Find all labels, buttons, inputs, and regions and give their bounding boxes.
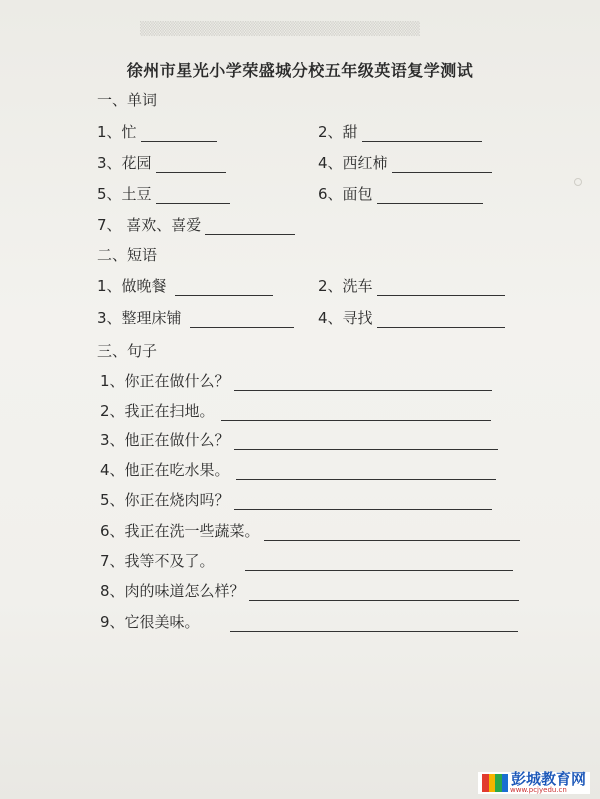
word-item xyxy=(97,214,295,235)
word-item xyxy=(318,121,482,142)
word-label: 6、面包 xyxy=(318,185,373,203)
sentence-label: 3、他正在做什么？ xyxy=(100,431,230,449)
word-label: 3、花园 xyxy=(97,154,152,172)
answer-blank[interactable] xyxy=(234,376,492,391)
word-label: 1、忙 xyxy=(97,123,137,141)
sentence-label: 2、我正在扫地。 xyxy=(100,402,215,420)
sentence-item xyxy=(100,370,492,391)
phrase-item xyxy=(97,275,273,296)
answer-blank[interactable] xyxy=(221,406,491,421)
watermark-brand: 彭城教育网 xyxy=(511,770,587,788)
answer-blank[interactable] xyxy=(377,313,505,328)
phrase-item xyxy=(318,275,505,296)
phrase-item xyxy=(97,307,294,328)
answer-blank[interactable] xyxy=(392,158,492,173)
phrase-item xyxy=(318,307,505,328)
answer-blank[interactable] xyxy=(234,435,498,450)
answer-blank[interactable] xyxy=(377,189,483,204)
sentence-label: 9、它很美味。 xyxy=(100,613,200,631)
sentence-label: 6、我正在洗一些蔬菜。 xyxy=(100,522,260,540)
sentence-item xyxy=(100,520,520,541)
binder-hole xyxy=(574,178,582,186)
word-label: 5、土豆 xyxy=(97,185,152,203)
section-sentences-heading: 三、句子 xyxy=(97,342,158,360)
answer-blank[interactable] xyxy=(141,127,217,142)
answer-blank[interactable] xyxy=(230,617,518,632)
word-item xyxy=(318,183,483,204)
sentence-label: 8、肉的味道怎么样？ xyxy=(100,582,245,600)
answer-blank[interactable] xyxy=(245,556,513,571)
sentence-item xyxy=(100,400,491,421)
answer-blank[interactable] xyxy=(377,281,505,296)
section-words-heading: 一、单词 xyxy=(97,91,158,109)
bleed-through-text: ▒▒▒▒▒▒▒▒▒▒▒▒▒▒▒▒▒▒▒▒▒▒▒▒▒▒▒▒ xyxy=(140,22,420,37)
sentence-item xyxy=(100,580,519,601)
answer-blank[interactable] xyxy=(175,281,273,296)
section-phrases-heading: 二、短语 xyxy=(97,246,158,264)
answer-blank[interactable] xyxy=(249,586,519,601)
answer-blank[interactable] xyxy=(362,127,482,142)
word-item xyxy=(97,121,217,142)
sentence-label: 1、你正在做什么？ xyxy=(100,372,230,390)
sentence-item xyxy=(100,459,496,480)
phrase-label: 4、寻找 xyxy=(318,309,373,327)
sentence-label: 7、我等不及了。 xyxy=(100,552,215,570)
sentence-item xyxy=(100,429,498,450)
answer-blank[interactable] xyxy=(190,313,294,328)
word-item xyxy=(318,152,492,173)
sentence-item xyxy=(100,550,513,571)
sentence-item xyxy=(100,611,518,632)
word-label: 2、甜 xyxy=(318,123,358,141)
word-item xyxy=(97,152,226,173)
answer-blank[interactable] xyxy=(264,526,520,541)
answer-blank[interactable] xyxy=(234,495,492,510)
watermark-url: www.pcjyedu.cn xyxy=(510,786,567,794)
page-title: 徐州市星光小学荣盛城分校五年级英语复学测试 xyxy=(126,61,474,80)
book-icon xyxy=(482,774,508,792)
phrase-label: 1、做晚餐 xyxy=(97,277,167,295)
phrase-label: 2、洗车 xyxy=(318,277,373,295)
phrase-label: 3、整理床铺 xyxy=(97,309,182,327)
watermark-logo xyxy=(478,772,590,794)
sentence-label: 5、你正在烧肉吗？ xyxy=(100,491,230,509)
answer-blank[interactable] xyxy=(205,220,295,235)
sentence-label: 4、他正在吃水果。 xyxy=(100,461,230,479)
answer-blank[interactable] xyxy=(236,465,496,480)
answer-blank[interactable] xyxy=(156,158,226,173)
word-label: 4、西红柿 xyxy=(318,154,388,172)
sentence-item xyxy=(100,489,492,510)
word-label: 7、 喜欢、喜爱 xyxy=(97,216,202,234)
answer-blank[interactable] xyxy=(156,189,230,204)
word-item xyxy=(97,183,230,204)
